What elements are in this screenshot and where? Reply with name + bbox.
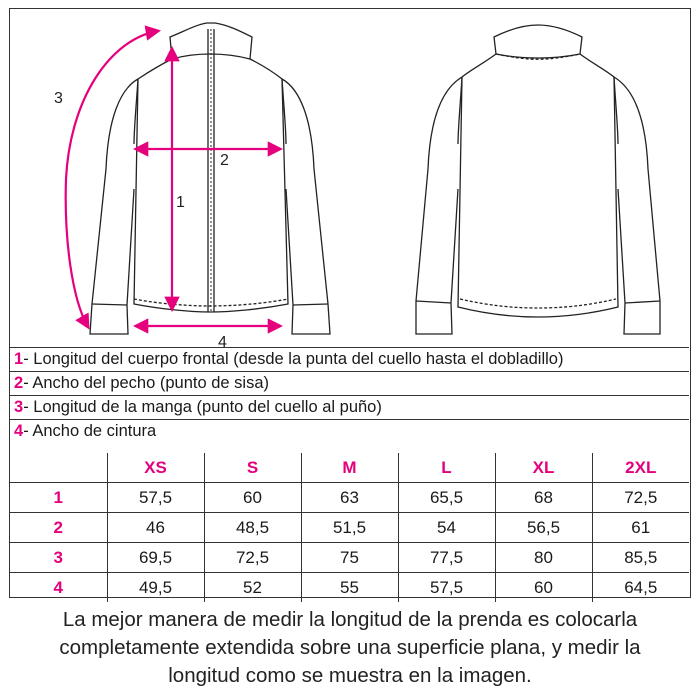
legend-number: 2 <box>14 374 24 392</box>
table-cell: 46 <box>107 513 204 543</box>
table-row <box>10 543 689 573</box>
table-header-cell: 2XL <box>592 453 689 483</box>
table-cell: 60 <box>495 573 592 603</box>
table-header-cell: S <box>204 453 301 483</box>
caption-line: completamente extendida sobre una superficie plana, y medir la <box>59 636 641 659</box>
legend-text: - Longitud del cuerpo frontal (desde la punta del cuello hasta el dobladillo) <box>23 350 564 368</box>
table-cell: 55 <box>301 573 398 603</box>
measurement-legend <box>10 347 689 443</box>
table-cell: 57,5 <box>398 573 495 603</box>
table-header-cell: XS <box>107 453 204 483</box>
table-cell: 51,5 <box>301 513 398 543</box>
row-label: 3 <box>10 543 107 573</box>
legend-text: - Ancho de cintura <box>23 422 157 440</box>
measurement-arrows <box>66 31 280 327</box>
table-cell: 64,5 <box>592 573 689 603</box>
jacket-back-drawing <box>416 25 660 334</box>
caption-line: La mejor manera de medir la longitud de la prenda es colocarla <box>62 608 638 631</box>
table-header-cell: M <box>301 453 398 483</box>
measuring-instructions <box>0 606 700 690</box>
legend-number: 3 <box>14 398 24 416</box>
measure-label-1: 1 <box>176 194 185 211</box>
size-table <box>10 453 689 602</box>
table-cell: 57,5 <box>107 483 204 513</box>
table-cell: 60 <box>204 483 301 513</box>
table-cell: 72,5 <box>204 543 301 573</box>
table-cell: 52 <box>204 573 301 603</box>
table-cell: 61 <box>592 513 689 543</box>
legend-number: 4 <box>14 422 24 440</box>
legend-item <box>10 395 689 419</box>
jacket-measurement-figure <box>10 9 689 347</box>
legend-text: - Ancho del pecho (punto de sisa) <box>23 374 270 392</box>
measure-label-4: 4 <box>218 334 227 347</box>
table-header-row <box>10 453 689 483</box>
table-row <box>10 513 689 543</box>
table-cell: 69,5 <box>107 543 204 573</box>
table-cell: 72,5 <box>592 483 689 513</box>
table-cell: 68 <box>495 483 592 513</box>
size-guide-sheet <box>9 8 691 598</box>
table-row <box>10 483 689 513</box>
legend-item <box>10 347 689 371</box>
table-row <box>10 573 689 603</box>
table-header-cell: XL <box>495 453 592 483</box>
legend-item <box>10 371 689 395</box>
table-cell: 54 <box>398 513 495 543</box>
table-header-cell <box>10 453 107 483</box>
measure-label-2: 2 <box>220 152 229 169</box>
table-cell: 63 <box>301 483 398 513</box>
table-cell: 48,5 <box>204 513 301 543</box>
legend-text: - Longitud de la manga (punto del cuello al puño) <box>23 398 382 416</box>
table-header-cell: L <box>398 453 495 483</box>
table-cell: 75 <box>301 543 398 573</box>
legend-number: 1 <box>14 350 24 368</box>
table-cell: 80 <box>495 543 592 573</box>
table-cell: 65,5 <box>398 483 495 513</box>
jacket-front-drawing <box>90 23 330 334</box>
measure-label-3: 3 <box>54 90 63 107</box>
table-cell: 77,5 <box>398 543 495 573</box>
row-label: 1 <box>10 483 107 513</box>
row-label: 4 <box>10 573 107 603</box>
table-cell: 85,5 <box>592 543 689 573</box>
caption-line: longitud como se muestra en la imagen. <box>168 664 532 687</box>
row-label: 2 <box>10 513 107 543</box>
table-cell: 56,5 <box>495 513 592 543</box>
table-cell: 49,5 <box>107 573 204 603</box>
legend-item <box>10 419 689 443</box>
